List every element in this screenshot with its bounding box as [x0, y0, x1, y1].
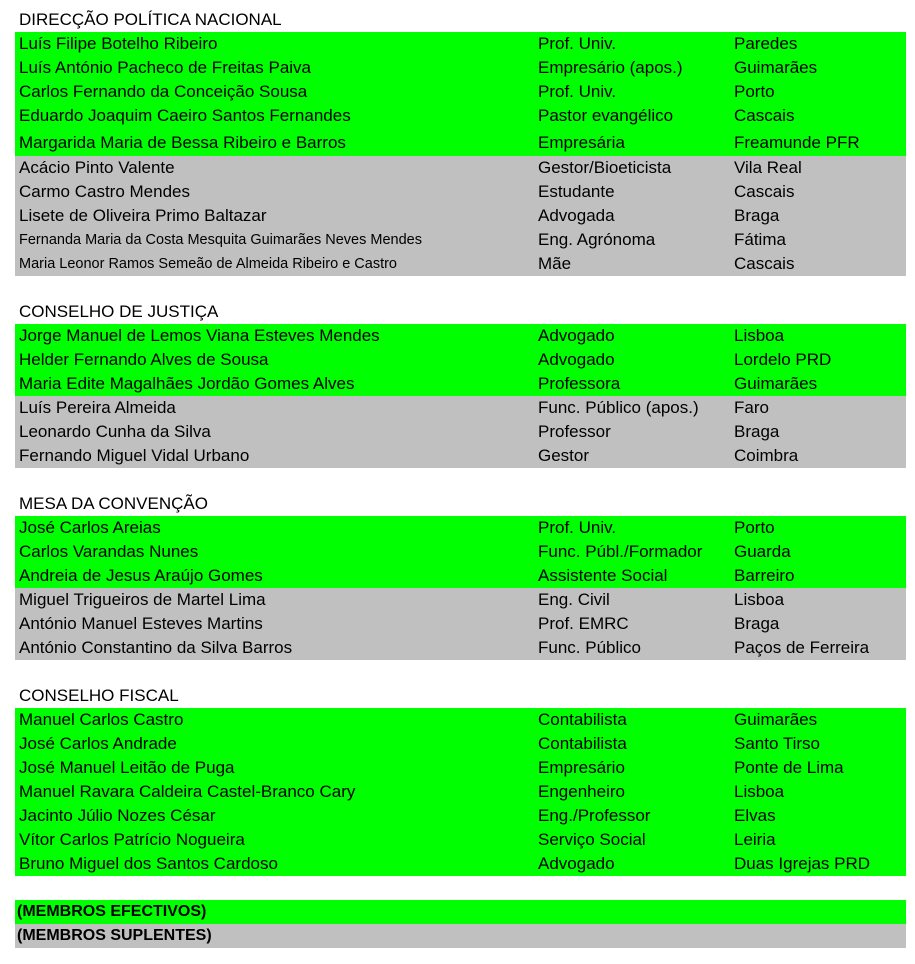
member-city: Guimarães [734, 710, 818, 729]
member-city: Paços de Ferreira [734, 638, 870, 657]
member-profession: Advogado [538, 326, 615, 345]
member-row [15, 104, 906, 128]
member-city: Braga [734, 614, 780, 633]
member-row [15, 612, 906, 636]
member-row [15, 780, 906, 804]
section-title: CONSELHO FISCAL [15, 684, 906, 708]
member-city: Lisboa [734, 782, 785, 801]
member-row [15, 56, 906, 80]
member-profession: Mãe [538, 254, 572, 273]
member-city: Paredes [734, 34, 798, 53]
member-profession: Contabilista [538, 734, 627, 753]
member-profession: Empresário [538, 758, 625, 777]
member-row [15, 396, 906, 420]
section-spacer [15, 276, 906, 300]
section-title: CONSELHO DE JUSTIÇA [15, 300, 906, 324]
member-name: Fernanda Maria da Costa Mesquita Guimarães Neves Mendes [19, 232, 422, 248]
member-name: Jacinto Júlio Nozes César [19, 806, 216, 825]
member-city: Porto [734, 82, 775, 101]
member-profession: Prof. Univ. [538, 82, 617, 101]
member-profession: Engenheiro [538, 782, 625, 801]
member-profession: Empresária [538, 133, 625, 152]
member-row [15, 516, 906, 540]
member-row [15, 156, 906, 180]
member-city: Guimarães [734, 58, 818, 77]
member-name: Vítor Carlos Patrício Nogueira [19, 830, 245, 849]
member-city: Ponte de Lima [734, 758, 844, 777]
member-city: Santo Tirso [734, 734, 820, 753]
member-row [15, 564, 906, 588]
member-name: Margarida Maria de Bessa Ribeiro e Barros [19, 133, 346, 152]
member-row [15, 204, 906, 228]
member-row [15, 348, 906, 372]
member-row [15, 708, 906, 732]
member-city: Fátima [734, 230, 786, 249]
member-profession: Gestor/Bioeticista [538, 158, 672, 177]
member-name: Luís Pereira Almeida [19, 398, 176, 417]
member-city: Faro [734, 398, 769, 417]
member-name: Lisete de Oliveira Primo Baltazar [19, 206, 267, 225]
member-name: António Manuel Esteves Martins [19, 614, 263, 633]
member-row [15, 852, 906, 876]
member-name: José Manuel Leitão de Puga [19, 758, 235, 777]
member-row [15, 636, 906, 660]
member-row [15, 444, 906, 468]
member-name: Carmo Castro Mendes [19, 182, 191, 201]
member-profession: Func. Público (apos.) [538, 398, 699, 417]
member-city: Lordelo PRD [734, 350, 832, 369]
member-profession: Prof. EMRC [538, 614, 629, 633]
member-name: Manuel Carlos Castro [19, 710, 184, 729]
member-profession: Func. Públ./Formador [538, 542, 703, 561]
member-city: Guimarães [734, 374, 818, 393]
member-city: Duas Igrejas PRD [734, 854, 871, 873]
member-row [15, 756, 906, 780]
member-profession: Eng./Professor [538, 806, 651, 825]
member-name: Maria Edite Magalhães Jordão Gomes Alves [19, 374, 355, 393]
member-row [15, 128, 906, 156]
member-profession: Eng. Agrónoma [538, 230, 656, 249]
member-name: Bruno Miguel dos Santos Cardoso [19, 854, 278, 873]
member-city: Vila Real [734, 158, 802, 177]
legend-efetivos: (MEMBROS EFECTIVOS) [15, 900, 906, 924]
member-city: Cascais [734, 182, 795, 201]
member-row [15, 32, 906, 56]
member-row [15, 588, 906, 612]
member-row [15, 324, 906, 348]
member-row [15, 828, 906, 852]
member-city: Barreiro [734, 566, 795, 585]
member-city: Guarda [734, 542, 791, 561]
member-row [15, 420, 906, 444]
member-row [15, 804, 906, 828]
member-city: Lisboa [734, 326, 785, 345]
member-name: José Carlos Areias [19, 518, 161, 537]
member-city: Elvas [734, 806, 776, 825]
section-title: MESA DA CONVENÇÃO [15, 492, 906, 516]
member-name: Jorge Manuel de Lemos Viana Esteves Mendes [19, 326, 380, 345]
member-city: Braga [734, 422, 780, 441]
member-city: Freamunde PFR [734, 133, 860, 152]
member-city: Lisboa [734, 590, 785, 609]
member-profession: Empresário (apos.) [538, 58, 683, 77]
legend-suplentes: (MEMBROS SUPLENTES) [15, 924, 906, 948]
member-row [15, 372, 906, 396]
member-city: Cascais [734, 254, 795, 273]
member-profession: Serviço Social [538, 830, 646, 849]
member-name: Helder Fernando Alves de Sousa [19, 350, 269, 369]
member-profession: Professor [538, 422, 611, 441]
member-name: Leonardo Cunha da Silva [19, 422, 211, 441]
member-name: Eduardo Joaquim Caeiro Santos Fernandes [19, 106, 351, 125]
member-list-sheet [15, 8, 906, 948]
section-spacer [15, 660, 906, 684]
member-profession: Func. Público [538, 638, 641, 657]
member-city: Coimbra [734, 446, 799, 465]
member-name: Luís Filipe Botelho Ribeiro [19, 34, 218, 53]
member-row [15, 252, 906, 276]
member-name: Manuel Ravara Caldeira Castel-Branco Cary [19, 782, 356, 801]
member-profession: Prof. Univ. [538, 518, 617, 537]
member-name: Carlos Varandas Nunes [19, 542, 199, 561]
member-city: Porto [734, 518, 775, 537]
sections-container [15, 8, 906, 876]
member-name: Acácio Pinto Valente [19, 158, 175, 177]
member-profession: Advogado [538, 350, 615, 369]
member-name: Carlos Fernando da Conceição Sousa [19, 82, 308, 101]
member-name: Miguel Trigueiros de Martel Lima [19, 590, 266, 609]
spacer [15, 876, 906, 900]
member-name: Fernando Miguel Vidal Urbano [19, 446, 250, 465]
member-city: Cascais [734, 106, 795, 125]
member-profession: Contabilista [538, 710, 627, 729]
member-profession: Gestor [538, 446, 590, 465]
member-name: Luís António Pacheco de Freitas Paiva [19, 58, 312, 77]
member-name: Maria Leonor Ramos Semeão de Almeida Ribeiro e Castro [19, 256, 397, 272]
member-profession: Estudante [538, 182, 615, 201]
member-profession: Eng. Civil [538, 590, 610, 609]
member-profession: Assistente Social [538, 566, 668, 585]
section-title: DIRECÇÃO POLÍTICA NACIONAL [15, 8, 906, 32]
member-profession: Prof. Univ. [538, 34, 617, 53]
member-row [15, 228, 906, 252]
member-profession: Pastor evangélico [538, 106, 674, 125]
member-row [15, 732, 906, 756]
member-city: Braga [734, 206, 780, 225]
member-row [15, 180, 906, 204]
member-row [15, 80, 906, 104]
member-name: José Carlos Andrade [19, 734, 177, 753]
member-profession: Advogado [538, 854, 615, 873]
member-name: Andreia de Jesus Araújo Gomes [19, 566, 263, 585]
member-profession: Professora [538, 374, 621, 393]
member-name: António Constantino da Silva Barros [19, 638, 293, 657]
member-city: Leiria [734, 830, 776, 849]
section-spacer [15, 468, 906, 492]
member-profession: Advogada [538, 206, 615, 225]
member-row [15, 540, 906, 564]
